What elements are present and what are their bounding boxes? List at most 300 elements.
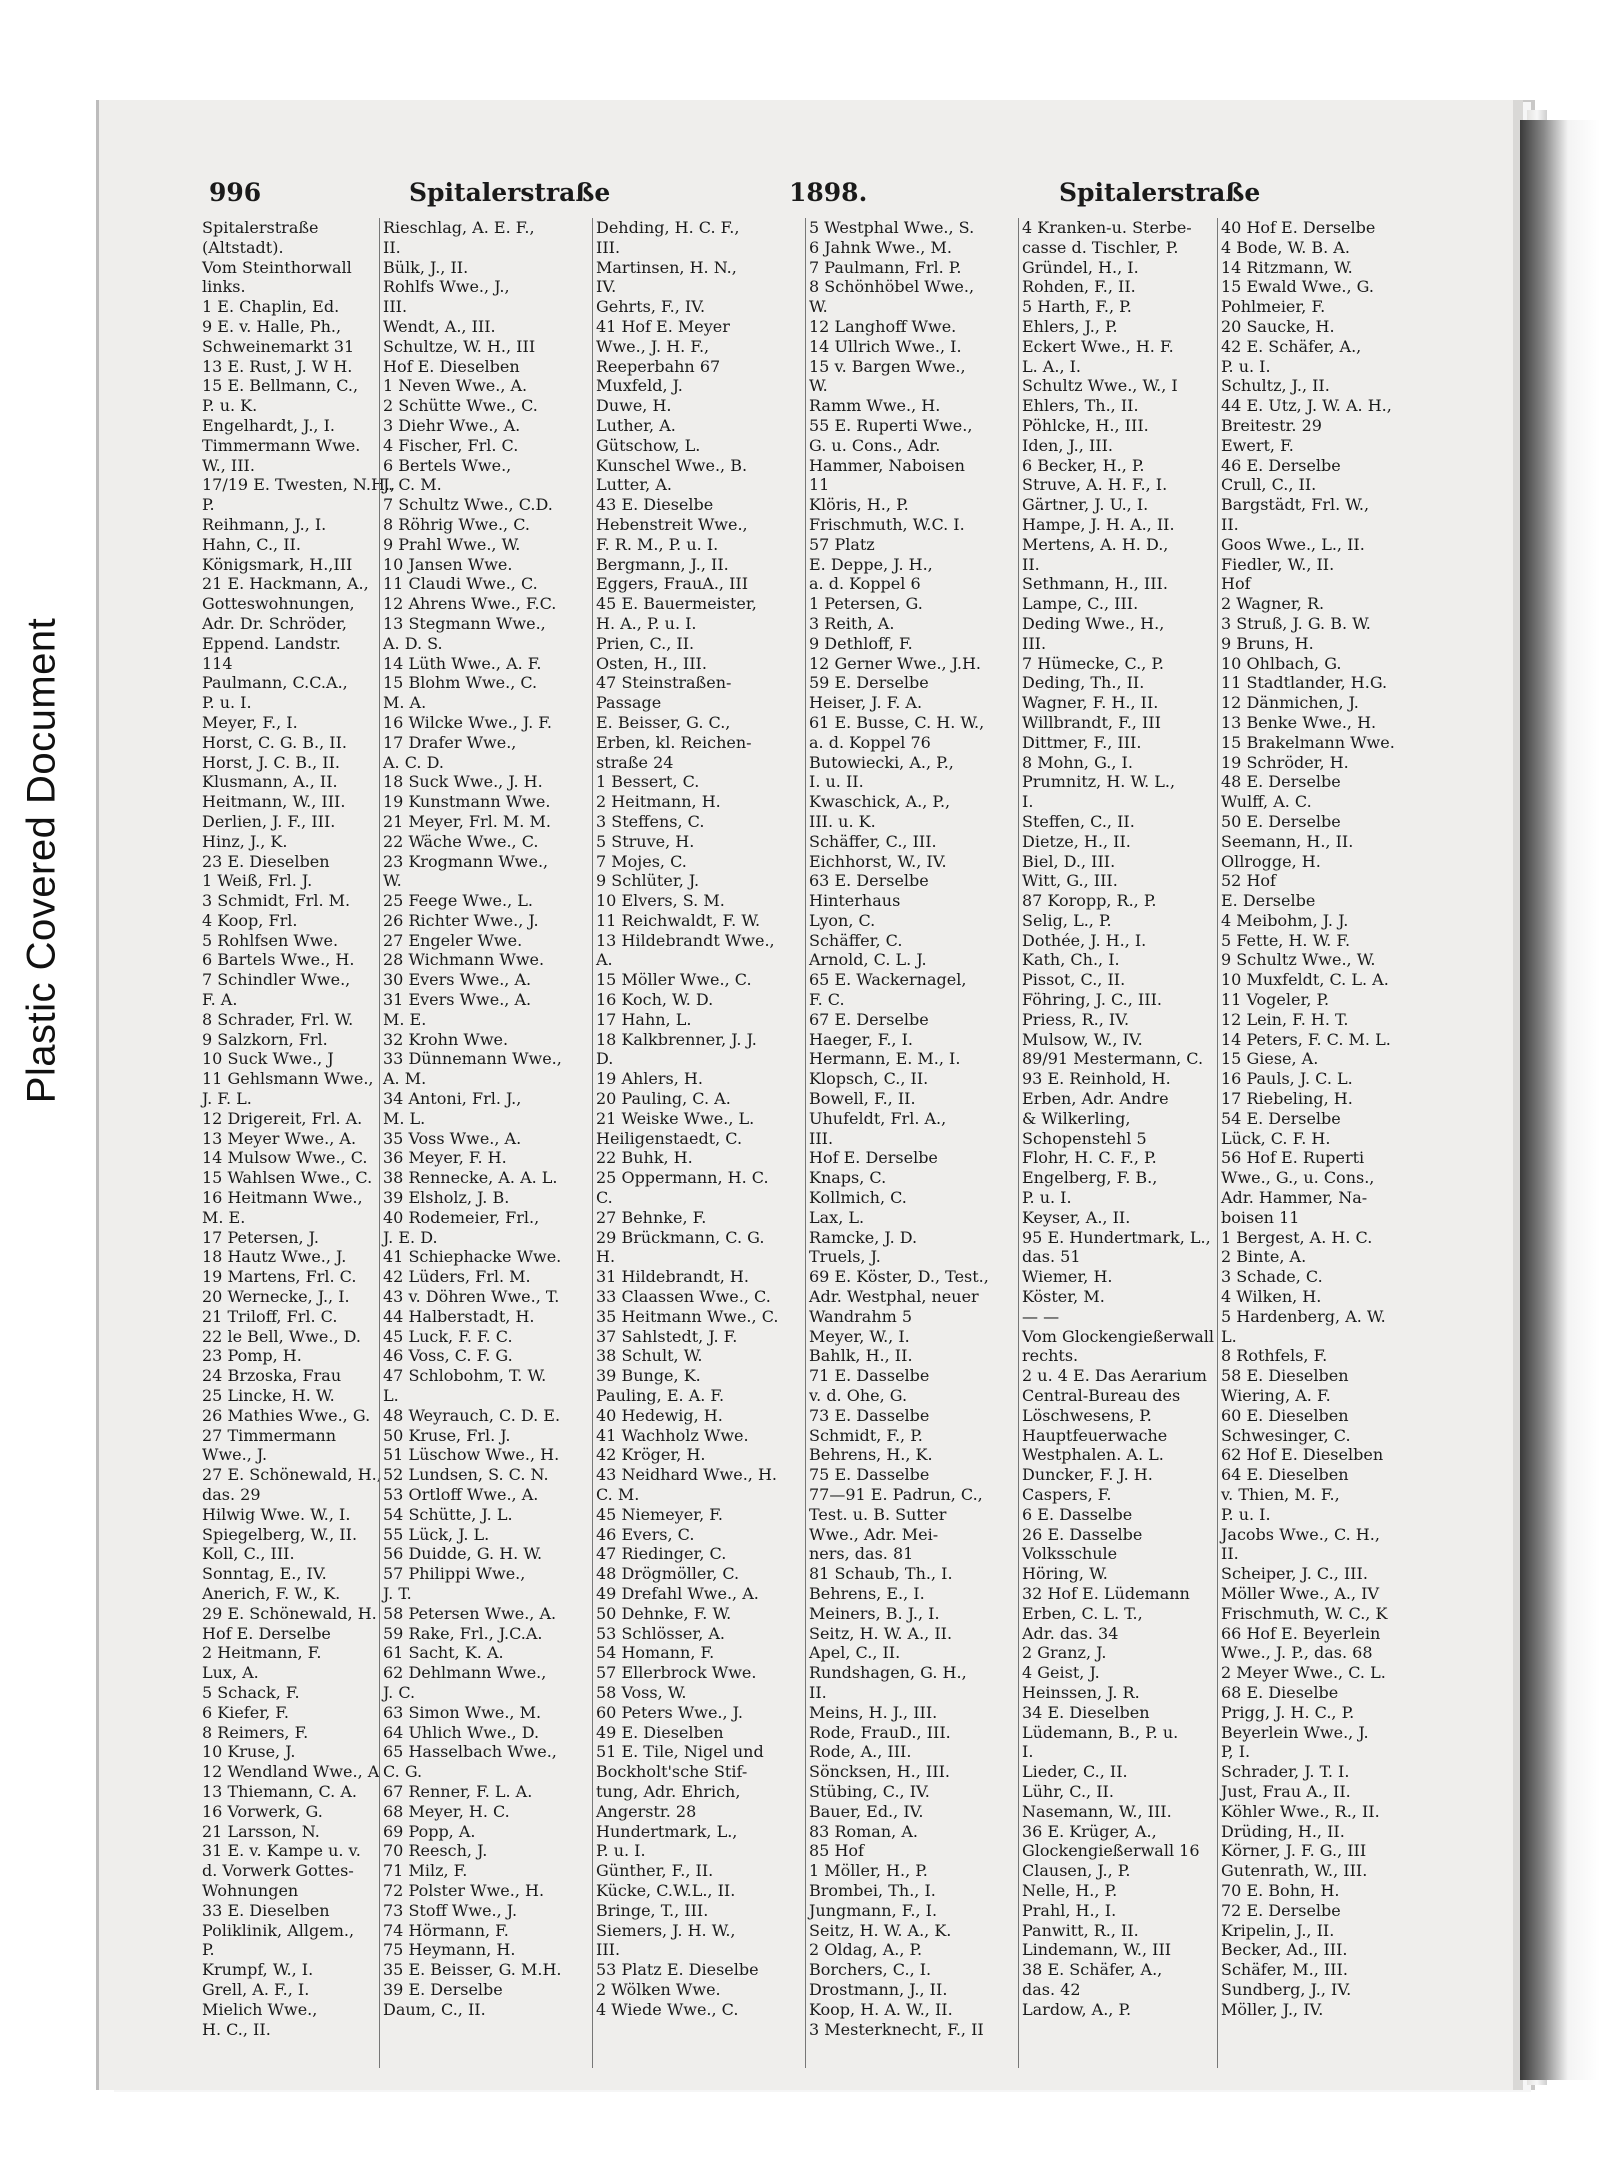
directory-entry: 7 Mojes, C. xyxy=(596,851,687,871)
directory-entry: 29 Brückmann, C. G. xyxy=(596,1227,765,1247)
directory-entry: Bahlk, H., II. xyxy=(809,1346,913,1366)
directory-entry: 4 Bode, W. B. A. xyxy=(1221,237,1350,257)
directory-entry: Breitestr. 29 xyxy=(1221,415,1322,435)
directory-entry: 12 Langhoff Wwe. xyxy=(809,316,957,336)
directory-entry: Lühr, C., II. xyxy=(1022,1781,1114,1801)
directory-entry: 33 Dünnemann Wwe., xyxy=(383,1049,562,1069)
directory-entry: Rohlfs Wwe., J., xyxy=(383,277,510,297)
directory-entry: 5 Schack, F. xyxy=(202,1682,300,1702)
directory-entry: Just, Frau A., II. xyxy=(1221,1781,1351,1801)
directory-entry: Bringe, T., III. xyxy=(596,1900,709,1920)
directory-entry: Timmermann Wwe. xyxy=(202,435,361,455)
directory-entry: Ramm Wwe., H. xyxy=(809,396,941,416)
directory-entry: D. xyxy=(596,1049,614,1069)
directory-entry: II. xyxy=(1022,554,1040,574)
directory-entry: 8 Rothfels, F. xyxy=(1221,1346,1328,1366)
directory-entry: Kunschel Wwe., B. xyxy=(596,455,748,475)
directory-entry: Mielich Wwe., xyxy=(202,1999,318,2019)
directory-entry: 41 Hof E. Meyer xyxy=(596,316,730,336)
directory-entry: (Altstadt). xyxy=(202,237,284,257)
directory-entry: 4 Wiede Wwe., C. xyxy=(596,1999,739,2019)
directory-entry: 9 Dethloff, F. xyxy=(809,633,913,653)
directory-entry: 17/19 E. Twesten, N.H., xyxy=(202,475,396,495)
directory-entry: Körner, J. F. G., III xyxy=(1221,1841,1367,1861)
directory-entry: 38 E. Schäfer, A., xyxy=(1022,1960,1163,1980)
directory-entry: 27 Timmermann xyxy=(202,1425,337,1445)
directory-entry: 6 Kiefer, F. xyxy=(202,1702,289,1722)
directory-entry: 34 E. Dieselben xyxy=(1022,1702,1150,1722)
directory-entry: 1 Bessert, C. xyxy=(596,772,700,792)
directory-entry: Engelberg, F. B., xyxy=(1022,1168,1158,1188)
directory-entry: Adr. das. 34 xyxy=(1022,1623,1119,1643)
directory-entry: Frischmuth, W.C. I. xyxy=(809,514,965,534)
directory-entry: 13 Thiemann, C. A. xyxy=(202,1781,357,1801)
directory-entry: 24 Brzoska, Frau xyxy=(202,1366,342,1386)
directory-entry: Adr. Dr. Schröder, xyxy=(202,613,347,633)
directory-entry: 8 Mohn, G., I. xyxy=(1022,752,1133,772)
directory-entry: Grell, A. F., I. xyxy=(202,1979,310,1999)
directory-entry: Ewert, F. xyxy=(1221,435,1294,455)
directory-entry: 63 E. Derselbe xyxy=(809,871,929,891)
directory-entry: Osten, H., III. xyxy=(596,653,707,673)
directory-entry: Günther, F., II. xyxy=(596,1861,714,1881)
directory-entry: 3 Schade, C. xyxy=(1221,1267,1323,1287)
directory-entry: 16 Pauls, J. C. L. xyxy=(1221,1069,1353,1089)
directory-entry: Adr. Westphal, neuer xyxy=(809,1287,979,1307)
directory-entry: P, I. xyxy=(1221,1742,1251,1762)
directory-entry: Wwe., G., u. Cons., xyxy=(1221,1168,1375,1188)
directory-entry: Gärtner, J. U., I. xyxy=(1022,495,1149,515)
directory-entry: 11 Vogeler, P. xyxy=(1221,990,1330,1010)
directory-entry: 54 Schütte, J. L. xyxy=(383,1504,513,1524)
directory-entry: W. xyxy=(383,871,402,891)
directory-entry: J. C. xyxy=(383,1682,416,1702)
directory-entry: 36 E. Krüger, A., xyxy=(1022,1821,1157,1841)
directory-entry: Rieschlag, A. E. F., xyxy=(383,218,535,237)
directory-entry: 50 Dehnke, F. W. xyxy=(596,1603,732,1623)
directory-entry: 14 Lüth Wwe., A. F. xyxy=(383,653,542,673)
directory-entry: Panwitt, R., II. xyxy=(1022,1920,1139,1940)
directory-entry: 73 E. Dasselbe xyxy=(809,1405,930,1425)
directory-entry: Goos Wwe., L., II. xyxy=(1221,534,1365,554)
directory-entry: 71 Milz, F. xyxy=(383,1861,468,1881)
directory-entry: 47 Schlobohm, T. W. xyxy=(383,1366,547,1386)
directory-entry: III. xyxy=(809,1128,834,1148)
directory-entry: Hammer, Naboisen xyxy=(809,455,965,475)
directory-entry: W., III. xyxy=(202,455,255,475)
directory-entry: 81 Schaub, Th., I. xyxy=(809,1564,953,1584)
directory-entry: Erben, kl. Reichen- xyxy=(596,732,752,752)
directory-entry: P. u. I. xyxy=(596,1841,646,1861)
directory-entry: 20 Wernecke, J., I. xyxy=(202,1287,350,1307)
directory-entry: 22 Wäche Wwe., C. xyxy=(383,831,539,851)
directory-entry: 4 Wilken, H. xyxy=(1221,1287,1322,1307)
directory-entry: L. xyxy=(383,1386,399,1406)
directory-entry: 46 E. Derselbe xyxy=(1221,455,1341,475)
directory-entry: tung, Adr. Ehrich, xyxy=(596,1781,741,1801)
directory-entry: Daum, C., II. xyxy=(383,1999,486,2019)
directory-entry: Hof E. Dieselben xyxy=(383,356,520,376)
directory-entry: III. xyxy=(596,1940,621,1960)
directory-entry: 35 E. Beisser, G. M.H. xyxy=(383,1960,562,1980)
directory-entry: Mulsow, W., IV. xyxy=(1022,1029,1143,1049)
directory-entry: 15 Giese, A. xyxy=(1221,1049,1319,1069)
directory-entry: II. xyxy=(383,237,401,257)
directory-entry: Gotteswohnungen, xyxy=(202,594,355,614)
directory-entry: d. Vorwerk Gottes- xyxy=(202,1861,354,1881)
directory-entry: 4 Koop, Frl. xyxy=(202,910,298,930)
directory-entry: Bockholt'sche Stif- xyxy=(596,1762,748,1782)
directory-entry: 69 Popp, A. xyxy=(383,1821,476,1841)
directory-entry: 12 Lein, F. H. T. xyxy=(1221,1009,1349,1029)
directory-entry: Apel, C., II. xyxy=(809,1643,901,1663)
directory-entry: Krumpf, W., I. xyxy=(202,1960,314,1980)
directory-entry: 13 Meyer Wwe., A. xyxy=(202,1128,357,1148)
directory-entry: Angerstr. 28 xyxy=(596,1801,697,1821)
directory-entry: Hebenstreit Wwe., xyxy=(596,514,748,534)
directory-entry: 6 Bartels Wwe., H. xyxy=(202,950,355,970)
directory-entry: v. Thien, M. F., xyxy=(1221,1485,1340,1504)
directory-entry: 51 Lüschow Wwe., H. xyxy=(383,1445,560,1465)
directory-entry: Heiligenstaedt, C. xyxy=(596,1128,743,1148)
directory-entry: 21 Larsson, N. xyxy=(202,1821,320,1841)
directory-entry: Wulff, A. C. xyxy=(1221,792,1312,812)
directory-entry: 59 Rake, Frl., J.C.A. xyxy=(383,1623,543,1643)
directory-entry: Wiemer, H. xyxy=(1022,1267,1113,1287)
directory-entry: Bülk, J., II. xyxy=(383,257,469,277)
directory-entry: 2 Oldag, A., P. xyxy=(809,1940,923,1960)
directory-entry: Wendt, A., III. xyxy=(383,316,496,336)
directory-entry: 15 Wahlsen Wwe., C. xyxy=(202,1168,373,1188)
directory-entry: P. u. I. xyxy=(1221,356,1271,376)
directory-entry: 69 E. Köster, D., Test., xyxy=(809,1267,989,1287)
directory-entry: Glockengießerwall 16 xyxy=(1022,1841,1200,1861)
directory-entry: 1 Weiß, Frl. J. xyxy=(202,871,313,891)
directory-entry: 40 Rodemeier, Frl., xyxy=(383,1207,540,1227)
directory-entry: Engelhardt, J., I. xyxy=(202,415,335,435)
directory-entry: Struve, A. H. F., I. xyxy=(1022,475,1168,495)
page-number: 996 xyxy=(209,178,262,207)
directory-entry: II. xyxy=(1221,514,1239,534)
directory-entry: M. L. xyxy=(383,1108,426,1128)
directory-entry: Kwaschick, A., P., xyxy=(809,792,951,812)
directory-column-6 xyxy=(1217,218,1395,2068)
directory-entry: Bowell, F., II. xyxy=(809,1089,916,1109)
directory-entry: Passage xyxy=(596,693,662,713)
directory-entry: 37 Sahlstedt, J. F. xyxy=(596,1326,738,1346)
directory-entry: Spitalerstraße xyxy=(202,218,319,237)
directory-entry: 9 E. v. Halle, Ph., xyxy=(202,316,342,336)
directory-entry: Kath, Ch., I. xyxy=(1022,950,1120,970)
directory-entry: Schopenstehl 5 xyxy=(1022,1128,1147,1148)
directory-entry: Clausen, J., P. xyxy=(1022,1861,1131,1881)
directory-entry: 9 Prahl Wwe., W. xyxy=(383,534,521,554)
directory-entry: 23 Krogmann Wwe., xyxy=(383,851,549,871)
directory-entry: Uhufeldt, Frl. A., xyxy=(809,1108,947,1128)
directory-entry: Dehding, H. C. F., xyxy=(596,218,740,237)
directory-entry: H. A., P. u. I. xyxy=(596,613,697,633)
directory-entry: Erben, C. L. T., xyxy=(1022,1603,1143,1623)
directory-entry: 52 Hof xyxy=(1221,871,1276,891)
directory-entry: Dietze, H., II. xyxy=(1022,831,1131,851)
directory-entry: 45 Luck, F. F. C. xyxy=(383,1326,513,1346)
directory-entry: Deding Wwe., H., xyxy=(1022,613,1165,633)
directory-entry: 50 Kruse, Frl. J. xyxy=(383,1425,511,1445)
directory-entry: Selig, L., P. xyxy=(1022,910,1112,930)
directory-entry: Schäffer, C. xyxy=(809,930,903,950)
directory-entry: Möller, J., IV. xyxy=(1221,1999,1324,2019)
book-spine-shadow xyxy=(1520,120,1600,2080)
directory-entry: Horst, C. G. B., II. xyxy=(202,732,348,752)
directory-entry: v. d. Ohe, G. xyxy=(809,1386,908,1406)
directory-entry: 11 xyxy=(809,475,830,495)
directory-entry: Prien, C., II. xyxy=(596,633,695,653)
directory-entry: 10 Kruse, J. xyxy=(202,1742,296,1762)
directory-entry: 13 E. Rust, J. W H. xyxy=(202,356,353,376)
directory-entry: 33 E. Dieselben xyxy=(202,1900,330,1920)
directory-entry: C. G. xyxy=(383,1762,423,1782)
directory-entry: P. u. I. xyxy=(202,693,252,713)
directory-entry: 6 Becker, H., P. xyxy=(1022,455,1145,475)
directory-entry: 49 E. Dieselben xyxy=(596,1722,724,1742)
directory-entry: Iden, J., III. xyxy=(1022,435,1113,455)
directory-entry: 51 E. Tile, Nigel und xyxy=(596,1742,764,1762)
directory-entry: 31 Hildebrandt, H. xyxy=(596,1267,749,1287)
directory-entry: Pissot, C., II. xyxy=(1022,970,1126,990)
directory-entry: 53 Ortloff Wwe., A. xyxy=(383,1485,539,1504)
directory-entry: Meyer, W., I. xyxy=(809,1326,910,1346)
directory-entry: 5 Westphal Wwe., S. xyxy=(809,218,975,237)
directory-page xyxy=(96,100,1513,2090)
directory-entry: 31 Evers Wwe., A. xyxy=(383,990,532,1010)
directory-entry: 7 Schindler Wwe., xyxy=(202,970,351,990)
directory-entry: 15 Blohm Wwe., C. xyxy=(383,673,538,693)
directory-entry: Flohr, H. C. F., P. xyxy=(1022,1148,1157,1168)
directory-entry: E. Beisser, G. C., xyxy=(596,712,731,732)
directory-entry: 25 Lincke, H. W. xyxy=(202,1386,335,1406)
directory-entry: 9 Bruns, H. xyxy=(1221,633,1314,653)
directory-entry: 20 Saucke, H. xyxy=(1221,316,1335,336)
directory-entry: Wohnungen xyxy=(202,1880,299,1900)
directory-entry: Muxfeld, J. xyxy=(596,376,683,396)
directory-entry: Scheiper, J. C., III. xyxy=(1221,1564,1368,1584)
directory-entry: 3 Steffens, C. xyxy=(596,811,705,831)
directory-entry: Becker, Ad., III. xyxy=(1221,1940,1348,1960)
directory-entry: Wwe., J. H. F., xyxy=(596,336,710,356)
directory-entry: 19 Ahlers, H. xyxy=(596,1069,703,1089)
directory-entry: Nasemann, W., III. xyxy=(1022,1801,1172,1821)
directory-entry: 18 Kalkbrenner, J. J. xyxy=(596,1029,757,1049)
directory-entry: 5 Rohlfsen Wwe. xyxy=(202,930,339,950)
directory-entry: 83 Roman, A. xyxy=(809,1821,918,1841)
directory-entry: 57 Philippi Wwe., xyxy=(383,1564,526,1584)
directory-entry: 74 Hörmann, F. xyxy=(383,1920,509,1940)
directory-entry: 89/91 Mestermann, C. xyxy=(1022,1049,1204,1069)
directory-entry: 2 Binte, A. xyxy=(1221,1247,1307,1267)
directory-entry: Sundberg, J., IV. xyxy=(1221,1979,1352,1999)
directory-entry: 27 E. Schönewald, H., xyxy=(202,1465,382,1485)
directory-entry: Lardow, A., P. xyxy=(1022,1999,1132,2019)
directory-entry: 3 Mesterknecht, F., II xyxy=(809,2019,984,2039)
directory-entry: Seemann, H., II. xyxy=(1221,831,1354,851)
directory-entry: A. M. xyxy=(383,1069,427,1089)
directory-entry: Martinsen, H. N., xyxy=(596,257,737,277)
directory-entry: 93 E. Reinhold, H. xyxy=(1022,1069,1171,1089)
directory-entry: 38 Rennecke, A. A. L. xyxy=(383,1168,558,1188)
directory-entry: 63 Simon Wwe., M. xyxy=(383,1702,542,1722)
directory-entry: E. Derselbe xyxy=(1221,891,1316,911)
directory-entry: Hampe, J. H. A., II. xyxy=(1022,514,1175,534)
directory-entry: Hundertmark, L., xyxy=(596,1821,738,1841)
directory-entry: 14 Ritzmann, W. xyxy=(1221,257,1353,277)
directory-entry: 41 Wachholz Wwe. xyxy=(596,1425,749,1445)
directory-entry: 87 Koropp, R., P. xyxy=(1022,891,1157,911)
directory-entry: 42 Lüders, Frl. M. xyxy=(383,1267,531,1287)
directory-entry: 67 E. Derselbe xyxy=(809,1009,929,1029)
directory-entry: 42 E. Schäfer, A., xyxy=(1221,336,1362,356)
directory-entry: 54 E. Derselbe xyxy=(1221,1108,1341,1128)
directory-entry: Paulmann, C.C.A., xyxy=(202,673,348,693)
directory-entry: Volksschule xyxy=(1022,1544,1118,1564)
directory-entry: Heinssen, J. R. xyxy=(1022,1682,1140,1702)
directory-entry: 18 Suck Wwe., J. H. xyxy=(383,772,543,792)
directory-entry: 73 Stoff Wwe., J. xyxy=(383,1900,518,1920)
directory-entry: 7 Schultz Wwe., C.D. xyxy=(383,495,553,515)
directory-entry: Eichhorst, W., IV. xyxy=(809,851,947,871)
directory-entry: Sethmann, H., III. xyxy=(1022,574,1168,594)
directory-entry: 8 Reimers, F. xyxy=(202,1722,309,1742)
directory-entry: 58 Petersen Wwe., A. xyxy=(383,1603,557,1623)
directory-entry: 36 Meyer, F. H. xyxy=(383,1148,507,1168)
directory-entry: 58 Voss, W. xyxy=(596,1682,687,1702)
directory-entry: II. xyxy=(809,1682,827,1702)
directory-entry: rechts. xyxy=(1022,1346,1079,1366)
directory-entry: Gutenrath, W., III. xyxy=(1221,1861,1368,1881)
directory-entry: III. xyxy=(1022,633,1047,653)
directory-entry: Föhring, J. C., III. xyxy=(1022,990,1162,1010)
directory-entry: 2 Schütte Wwe., C. xyxy=(383,396,538,416)
directory-entry: J. E. D. xyxy=(383,1227,438,1247)
directory-entry: Köhler Wwe., R., II. xyxy=(1221,1801,1380,1821)
directory-entry: Behrens, H., K. xyxy=(809,1445,933,1465)
directory-entry: 16 Heitmann Wwe., xyxy=(202,1188,363,1208)
directory-entry: Hahn, C., II. xyxy=(202,534,301,554)
directory-entry: 3 Struß, J. G. B. W. xyxy=(1221,613,1371,633)
directory-entry: 54 Homann, F. xyxy=(596,1643,715,1663)
directory-entry: Königsmark, H.,III xyxy=(202,554,353,574)
directory-entry: 40 Hof E. Derselbe xyxy=(1221,218,1376,237)
directory-entry: 39 Bunge, K. xyxy=(596,1366,701,1386)
directory-entry: 48 Drögmöller, C. xyxy=(596,1564,740,1584)
directory-entry: Schwesinger, C. xyxy=(1221,1425,1351,1445)
directory-entry: 60 E. Dieselben xyxy=(1221,1405,1349,1425)
directory-entry: Arnold, C. L. J. xyxy=(809,950,927,970)
directory-entry: 2 u. 4 E. Das Aerarium xyxy=(1022,1366,1207,1386)
directory-entry: Hinterhaus xyxy=(809,891,901,911)
directory-entry: Drostmann, J., II. xyxy=(809,1979,948,1999)
header-year: 1898. xyxy=(789,178,868,207)
directory-entry: 2 Heitmann, H. xyxy=(596,792,721,812)
directory-entry: Schäffer, C., III. xyxy=(809,831,937,851)
directory-entry: G. u. Cons., Adr. xyxy=(809,435,941,455)
directory-entry: 70 Reesch, J. xyxy=(383,1841,488,1861)
directory-entry: Wandrahm 5 xyxy=(809,1306,913,1326)
directory-entry: 12 Drigereit, Frl. A. xyxy=(202,1108,363,1128)
directory-entry: 21 Weiske Wwe., L. xyxy=(596,1108,755,1128)
directory-entry: 75 E. Dasselbe xyxy=(809,1465,930,1485)
directory-entry: 45 E. Bauermeister, xyxy=(596,594,757,614)
directory-entry: Löschwesens, P. xyxy=(1022,1405,1152,1425)
directory-entry: Reihmann, J., I. xyxy=(202,514,327,534)
directory-entry: Schultz, J., II. xyxy=(1221,376,1330,396)
directory-entry: 13 Hildebrandt Wwe., xyxy=(596,930,775,950)
directory-entry: 64 Uhlich Wwe., D. xyxy=(383,1722,540,1742)
directory-entry: 52 Lundsen, S. C. N. xyxy=(383,1465,549,1485)
directory-entry: Hof E. Derselbe xyxy=(202,1623,331,1643)
directory-entry: Nelle, H., P. xyxy=(1022,1880,1118,1900)
directory-entry: casse d. Tischler, P. xyxy=(1022,237,1179,257)
directory-entry: 64 E. Dieselben xyxy=(1221,1465,1349,1485)
directory-entry: Pöhlcke, H., III. xyxy=(1022,415,1149,435)
directory-entry: Beyerlein Wwe., J. xyxy=(1221,1722,1369,1742)
directory-entry: 1 Petersen, G. xyxy=(809,594,923,614)
directory-entry: 65 E. Wackernagel, xyxy=(809,970,967,990)
directory-entry: 56 Hof E. Ruperti xyxy=(1221,1148,1365,1168)
directory-entry: 85 Hof xyxy=(809,1841,864,1861)
directory-entry: Mertens, A. H. D., xyxy=(1022,534,1169,554)
directory-entry: 48 Weyrauch, C. D. E. xyxy=(383,1405,561,1425)
directory-entry: Gründel, H., I. xyxy=(1022,257,1139,277)
directory-entry: 4 Fischer, Frl. C. xyxy=(383,435,519,455)
directory-entry: Koop, H. A. W., II. xyxy=(809,1999,953,2019)
directory-entry: 22 Buhk, H. xyxy=(596,1148,693,1168)
directory-entry: 34 Antoni, Frl. J., xyxy=(383,1089,522,1109)
directory-entry: Lax, L. xyxy=(809,1207,865,1227)
directory-entry: 27 Engeler Wwe. xyxy=(383,930,523,950)
directory-entry: 5 Harth, F., P. xyxy=(1022,297,1132,317)
header-street-right: Spitalerstraße xyxy=(1059,178,1261,207)
directory-entry: links. xyxy=(202,277,246,297)
directory-entry: Meyer, F., I. xyxy=(202,712,298,732)
directory-entry: Knaps, C. xyxy=(809,1168,887,1188)
directory-entry: 32 Hof E. Lüdemann xyxy=(1022,1583,1190,1603)
directory-entry: Prahl, H., I. xyxy=(1022,1900,1117,1920)
directory-entry: Borchers, C., I. xyxy=(809,1960,932,1980)
directory-entry: 38 Schult, W. xyxy=(596,1346,703,1366)
directory-entry: Siemers, J. H. W., xyxy=(596,1920,736,1940)
directory-entry: 55 E. Ruperti Wwe., xyxy=(809,415,973,435)
directory-entry: 41 Schiephacke Wwe. xyxy=(383,1247,562,1267)
directory-entry: Rode, A., III. xyxy=(809,1742,912,1762)
directory-columns xyxy=(199,218,1395,2068)
directory-entry: 6 Jahnk Wwe., M. xyxy=(809,237,952,257)
directory-entry: 39 E. Derselbe xyxy=(383,1979,503,1999)
directory-entry: Eckert Wwe., H. F. xyxy=(1022,336,1174,356)
directory-entry: F. R. M., P. u. I. xyxy=(596,534,719,554)
directory-entry: 2 Wagner, R. xyxy=(1221,594,1325,614)
directory-entry: 13 Stegmann Wwe., xyxy=(383,613,546,633)
directory-entry: 12 Gerner Wwe., J.H. xyxy=(809,653,982,673)
directory-entry: 10 Ohlbach, G. xyxy=(1221,653,1342,673)
directory-entry: Gütschow, L. xyxy=(596,435,701,455)
directory-entry: 44 E. Utz, J. W. A. H., xyxy=(1221,396,1392,416)
directory-entry: Schrader, J. T. I. xyxy=(1221,1762,1350,1782)
directory-entry: 25 Oppermann, H. C. xyxy=(596,1168,769,1188)
directory-entry: 44 Halberstadt, H. xyxy=(383,1306,535,1326)
directory-entry: 15 v. Bargen Wwe., xyxy=(809,356,966,376)
directory-entry: 57 Ellerbrock Wwe. xyxy=(596,1663,757,1683)
directory-entry: 61 Sacht, K. A. xyxy=(383,1643,504,1663)
